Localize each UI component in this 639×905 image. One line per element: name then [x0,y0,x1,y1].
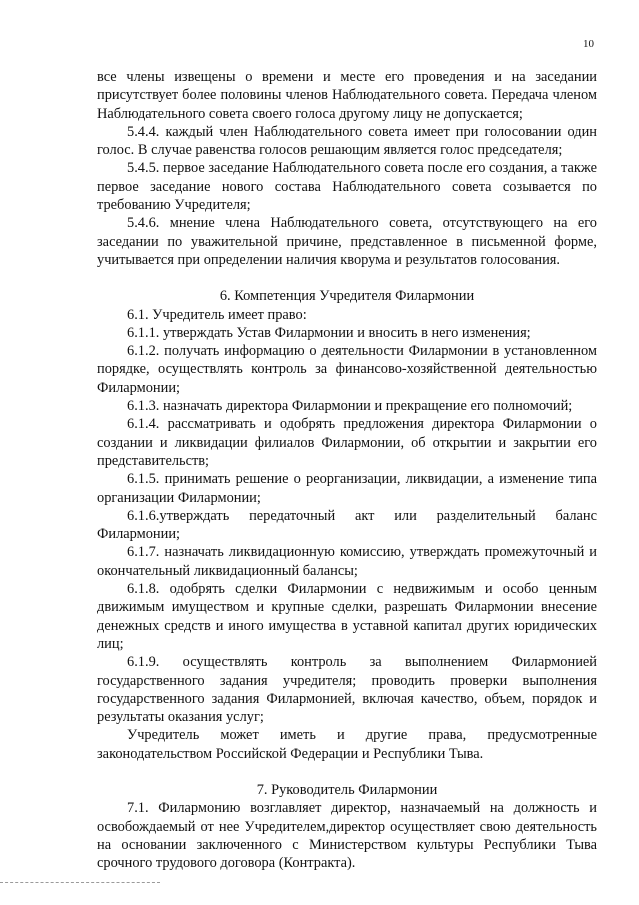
paragraph-6-1-4: 6.1.4. рассматривать и одобрять предложения директора Филармонии о создании и ликвидации филиалов Филармонии, об открытии и закрытии его представительств; [97,416,597,469]
paragraph-6-1-3: 6.1.3. назначать директора Филармонии и прекращение его полномочий; [127,398,573,415]
document-body [97,68,597,872]
section-7-title: 7. Руководитель Филармонии [256,781,438,798]
paragraph-6-1-5: 6.1.5. принимать решение о реорганизации, ликвидации, а изменение типа организации Филармонии; [97,471,597,506]
paragraph-7-1: 7.1. Филармонию возглавляет директор, назначаемый на должность и освобождаемый от нее Учредителем,директор осуществляет свою деятельность на основании заключенного с Министерством культуры Республики Тыва срочного трудового договора (Контракта). [97,800,597,872]
footer-rule [0,882,160,883]
paragraph-6-1-1: 6.1.1. утверждать Устав Филармонии и вносить в него изменения; [127,324,531,341]
paragraph-6-1-9: 6.1.9. осуществлять контроль за выполнением Филармонией государственного задания учредителя; проводить проверки выполнения государственного задания Филармонией, включая качество, объем, порядок и результаты оказания услуг; [97,654,597,726]
section-6-title: 6. Компетенция Учредителя Филармонии [219,288,475,305]
paragraph-5-4-5: 5.4.5. первое заседание Наблюдательного совета после его создания, а также первое заседание нового состава Наблюдательного совета созывается по требованию Учредителя; [97,160,597,214]
paragraph-6-1-7: 6.1.7. назначать ликвидационную комиссию, утверждать промежуточный и окончательный ликвидационный балансы; [97,544,597,579]
paragraph-5-4-4: 5.4.4. каждый член Наблюдательного совета имеет при голосовании один голос. В случае равенства голосов решающим является голос председателя; [97,123,597,159]
paragraph-6-1-8: 6.1.8. одобрять сделки Филармонии с недвижимым и особо ценным движимым имуществом и крупные сделки, разрешать Филармонии внесение денежных средств и иного имущества в уставной капитал других юридических лиц; [97,581,597,652]
paragraph-6-1-2: 6.1.2. получать информацию о деятельности Филармонии в установленном порядке, осуществлять контроль за финансово-хозяйственной деятельностью Филармонии; [97,343,597,396]
paragraph-continuation: все члены извещены о времени и месте его проведения и на заседании присутствует более половины членов Наблюдательного совета. Передача членом Наблюдательного совета своего голоса другому лицу не допускается; [97,69,597,122]
paragraph-6-1-6: 6.1.6.утверждать передаточный акт или разделительный баланс Филармонии; [97,507,597,543]
paragraph-5-4-6: 5.4.6. мнение члена Наблюдательного совета, отсутствующего на его заседании по уважительной причине, представленное в письменной форме, учитывается при определении наличия кворума и результатов голосования. [97,215,597,268]
page-number: 10 [583,38,594,50]
paragraph-6-1: 6.1. Учредитель имеет право: [127,306,307,323]
paragraph-founder-rights: Учредитель может иметь и другие права, предусмотренные законодательством Российской Федерации и Республики Тыва. [97,727,597,762]
